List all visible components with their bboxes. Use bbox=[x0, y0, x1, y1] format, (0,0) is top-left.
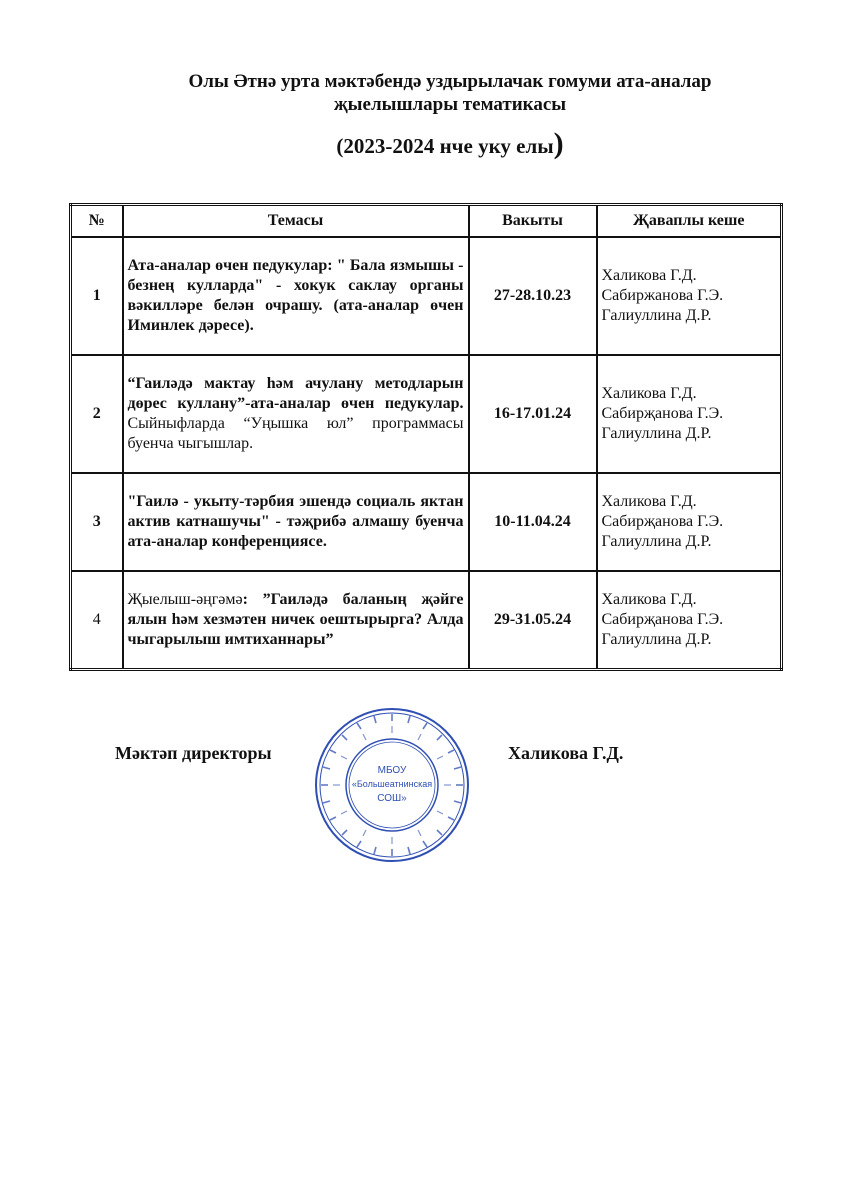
row-responsible bbox=[597, 571, 782, 670]
table-row bbox=[71, 237, 782, 355]
table-row bbox=[71, 355, 782, 473]
topic-text-lead: Җыелыш-әңгәмә bbox=[127, 591, 243, 608]
director-label: Мәктәп директоры bbox=[115, 743, 272, 763]
row-topic bbox=[123, 237, 469, 355]
responsible-person: Сабирҗанова Г.Э. bbox=[601, 611, 724, 628]
row-topic bbox=[123, 355, 469, 473]
col-header-date: Вакыты bbox=[469, 205, 597, 238]
school-year-text: 2023-2024 нче уку елы bbox=[343, 134, 554, 158]
col-header-responsible: Җаваплы кеше bbox=[597, 205, 782, 238]
school-stamp bbox=[312, 705, 472, 865]
row-responsible bbox=[597, 237, 782, 355]
responsible-person: Халикова Г.Д. bbox=[601, 385, 697, 402]
topic-text: Ата-аналар өчен педукулар: " Бала язмышы - безнең кулларда" - хокук саклау органы вәкилләре белән очрашу. (ата-аналар өчен Иминлек дәресе). bbox=[127, 257, 464, 334]
topic-text: "Гаилә - укыту-тәрбия эшендә социаль яктан актив катнашучы" - тәҗрибә алмашу буенча ата-аналар конференциясе. bbox=[127, 493, 464, 550]
responsible-person: Халикова Г.Д. bbox=[601, 267, 697, 284]
row-number: 4 bbox=[71, 571, 123, 670]
topic-text: “Гаиләдә мактау һәм ачулану методларын дөрес куллану”-ата-аналар өчен педукулар. bbox=[127, 375, 464, 412]
responsible-person: Галиуллина Д.Р. bbox=[601, 307, 712, 324]
stamp-center-line2: «Большеатнинская bbox=[351, 779, 433, 789]
responsible-person: Халикова Г.Д. bbox=[601, 591, 697, 608]
row-topic bbox=[123, 571, 469, 670]
row-responsible bbox=[597, 473, 782, 571]
row-responsible bbox=[597, 355, 782, 473]
table-row bbox=[71, 473, 782, 571]
paren-open: ( bbox=[336, 134, 344, 158]
responsible-person: Сабирҗанова Г.Э. bbox=[601, 405, 724, 422]
col-header-number: № bbox=[71, 205, 123, 238]
responsible-person: Галиуллина Д.Р. bbox=[601, 425, 712, 442]
responsible-person: Сабирҗанова Г.Э. bbox=[601, 513, 724, 530]
table-header-row bbox=[71, 205, 782, 238]
row-date: 10-11.04.24 bbox=[469, 473, 597, 571]
topic-text-plain: Сыйныфларда “Уңышка юл” программасы буенча чыгышлар. bbox=[127, 415, 464, 452]
responsible-person: Галиуллина Д.Р. bbox=[601, 533, 712, 550]
table-row bbox=[71, 571, 782, 670]
row-date: 29-31.05.24 bbox=[469, 571, 597, 670]
row-number: 3 bbox=[71, 473, 123, 571]
stamp-center-line1: МБОУ bbox=[377, 765, 407, 776]
document-title-line1: Олы Әтнә урта мәктәбендә уздырылачак гомуми ата-аналар bbox=[188, 71, 712, 92]
responsible-person: Галиуллина Д.Р. bbox=[601, 631, 712, 648]
responsible-person: Сабиржанова Г.Э. bbox=[601, 287, 724, 304]
topic-text: : ”Гаиләдә баланың җәйге ялын һәм хезмәтен ничек оештырырга? Алда чыгарылыш имтиханнары” bbox=[127, 591, 464, 648]
row-number: 1 bbox=[71, 237, 123, 355]
row-topic bbox=[123, 473, 469, 571]
document-school-year bbox=[90, 127, 810, 160]
meetings-table bbox=[69, 203, 783, 671]
responsible-person: Халикова Г.Д. bbox=[601, 493, 697, 510]
paren-close: ) bbox=[553, 127, 564, 160]
row-date: 27-28.10.23 bbox=[469, 237, 597, 355]
stamp-center-line3: СОШ» bbox=[377, 793, 407, 804]
director-name: Халикова Г.Д. bbox=[508, 743, 624, 763]
row-date: 16-17.01.24 bbox=[469, 355, 597, 473]
document-title-line2: җыелышлары тематикасы bbox=[333, 94, 567, 115]
row-number: 2 bbox=[71, 355, 123, 473]
col-header-topic: Темасы bbox=[123, 205, 469, 238]
